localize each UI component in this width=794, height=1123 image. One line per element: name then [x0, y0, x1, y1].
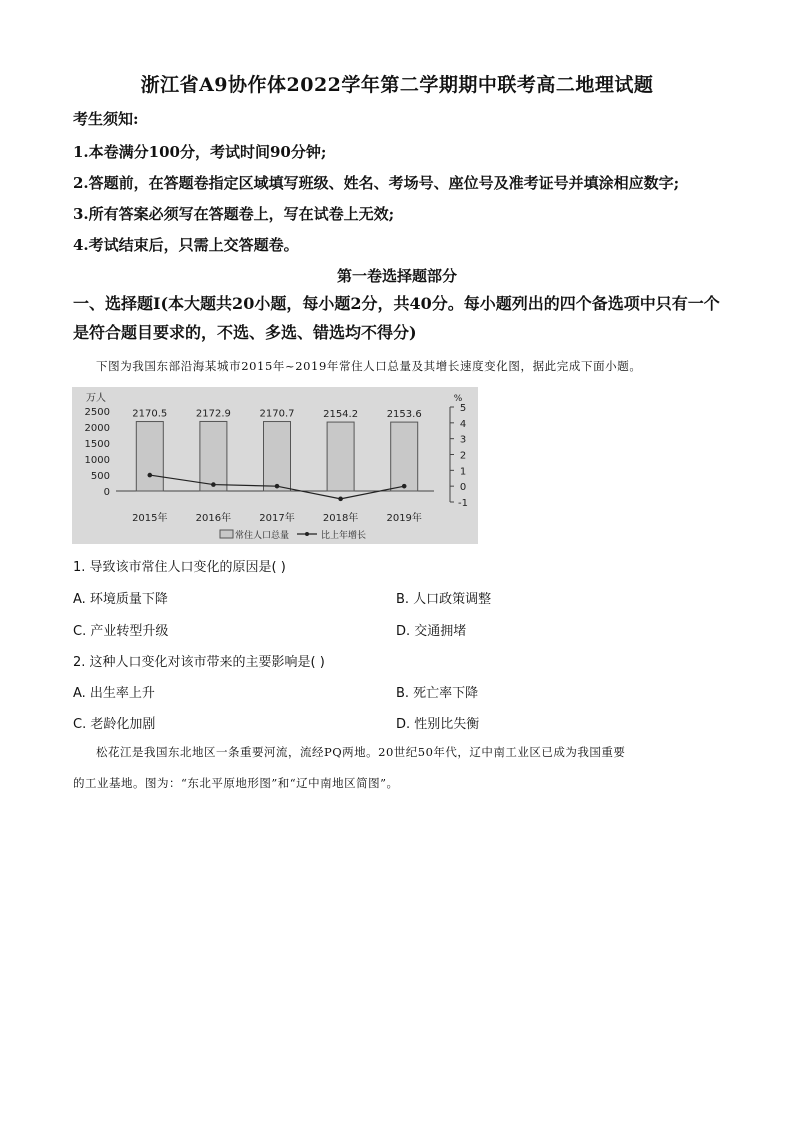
population-chart-svg	[72, 387, 478, 544]
question-2-stem: 2. 这种人口变化对该市带来的主要影响是( )	[73, 655, 325, 670]
page-title: 浙江省A9协作体2022学年第二学期期中联考高二地理试题	[140, 74, 654, 96]
growth-point	[211, 482, 216, 487]
y-left-tick-label: 2000	[84, 423, 110, 434]
y-left-unit: 万人	[86, 393, 106, 404]
y-left-tick-label: 2500	[84, 407, 110, 418]
bar	[264, 422, 291, 491]
y-left-tick-label: 0	[103, 487, 110, 498]
question-2-option-c: C. 老龄化加剧	[73, 717, 156, 732]
y-right-tick-label: 0	[459, 482, 467, 494]
population-chart	[72, 387, 478, 544]
question-2-option-b: B. 死亡率下降	[396, 686, 479, 701]
notice-heading: 考生须知:	[73, 110, 139, 128]
legend-line-label: 比上年增长	[321, 531, 367, 541]
y-left-tick-label: 1000	[84, 455, 110, 466]
x-tick-label: 2017年	[259, 513, 295, 524]
question-2-option-d: D. 性别比失衡	[396, 717, 480, 732]
growth-point	[402, 484, 407, 489]
x-tick-label: 2019年	[386, 513, 422, 524]
growth-point	[275, 484, 280, 489]
question-1-option-a: A. 环境质量下降	[73, 592, 168, 607]
x-tick-label: 2015年	[132, 513, 168, 524]
y-left-tick-label: 1500	[84, 439, 110, 450]
songhua-paragraph-line-2: 的工业基地。图为：“东北平原地形图”和“辽中南地区简图”。	[73, 776, 399, 790]
songhua-paragraph-line-1: 松花江是我国东北地区一条重要河流，流经PQ两地。20世纪50年代，辽中南工业区已成为我国重要	[96, 745, 626, 759]
y-right-tick-label: 4	[459, 418, 467, 430]
y-right-tick-label: 5	[459, 403, 467, 414]
question-1-option-d: D. 交通拥堵	[396, 624, 467, 639]
notice-item-2: 2.答题前，在答题卷指定区域填写班级、姓名、考场号、座位号及准考证号并填涂相应数字;	[73, 174, 680, 192]
question-1-option-c: C. 产业转型升级	[73, 624, 169, 639]
section-title: 第一卷选择题部分	[336, 267, 457, 285]
growth-point	[338, 497, 343, 502]
y-right-unit: %	[453, 394, 463, 404]
y-left-tick-label: 500	[90, 471, 110, 482]
question-1-option-b: B. 人口政策调整	[396, 592, 492, 607]
notice-item-3: 3.所有答案必须写在答题卷上，写在试卷上无效;	[73, 205, 395, 223]
part-one-instructions: 一、选择题Ⅰ(本大题共20小题，每小题2分，共40分。每小题列出的四个备选项中只有一个是符合题目要求的，不选、多选、错选均不得分)	[73, 294, 720, 342]
legend-line-marker	[305, 532, 309, 536]
bar	[136, 422, 163, 491]
chart-intro-text: 下图为我国东部沿海某城市2015年~2019年常住人口总量及其增长速度变化图，据此完成下面小题。	[96, 359, 642, 373]
bar-value-label: 2170.7	[259, 408, 295, 420]
x-tick-label: 2016年	[195, 513, 232, 524]
question-1-stem: 1. 导致该市常住人口变化的原因是( )	[73, 560, 286, 575]
bar	[200, 421, 227, 491]
bar	[327, 422, 354, 491]
notice-item-4: 4.考试结束后，只需上交答题卷。	[73, 236, 299, 254]
bar	[391, 422, 418, 491]
bar-value-label: 2172.9	[195, 408, 231, 420]
bar-value-label: 2154.2	[323, 409, 359, 421]
x-tick-label: 2018年	[322, 513, 359, 524]
legend-bar-label: 常住人口总量	[235, 531, 290, 541]
y-right-tick-label: 3	[459, 434, 467, 446]
y-right-tick-label: 1	[459, 466, 467, 478]
bar-value-label: 2170.5	[132, 408, 168, 420]
y-right-tick-label: -1	[458, 498, 468, 509]
legend-bar-swatch	[220, 530, 233, 538]
notice-item-1: 1.本卷满分100分，考试时间90分钟;	[73, 143, 327, 161]
question-2-option-a: A. 出生率上升	[73, 686, 155, 701]
growth-point	[148, 473, 153, 478]
songhua-paragraph	[73, 737, 733, 799]
bar-value-label: 2153.6	[386, 409, 422, 421]
y-right-tick-label: 2	[459, 450, 467, 462]
